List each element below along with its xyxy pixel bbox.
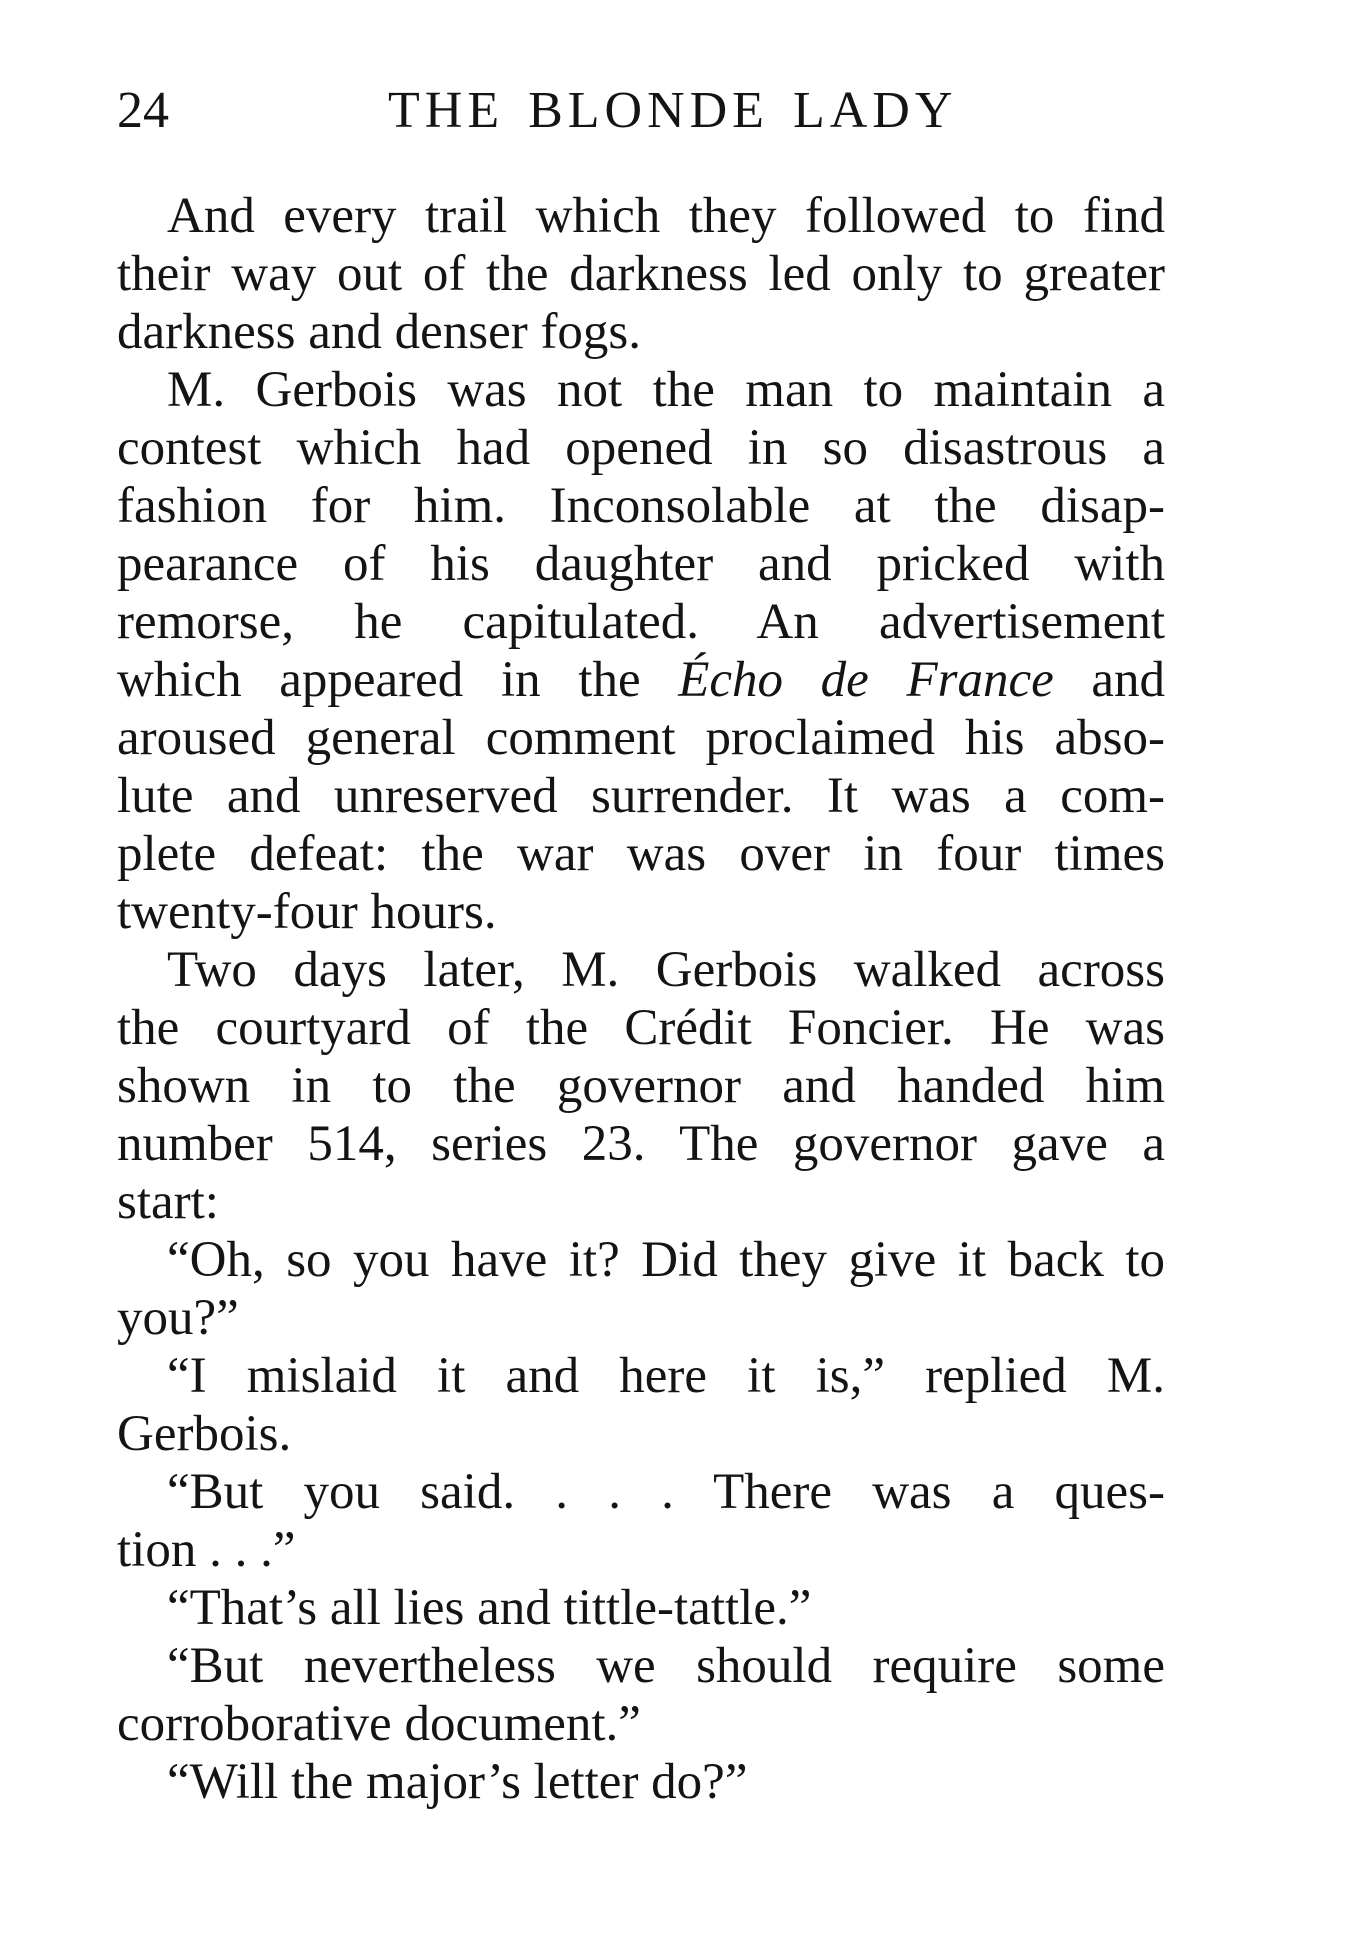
text-line	[117, 651, 1165, 709]
paragraph	[117, 1347, 1165, 1463]
text-line: darkness and denser fogs.	[117, 304, 642, 360]
text-line: corroborative document.”	[117, 1696, 641, 1752]
text-line: Gerbois.	[117, 1406, 292, 1462]
text-line: lute and unreserved surrender. It was a com-	[117, 768, 1165, 824]
text-line: M. Gerbois was not the man to maintain a	[167, 362, 1165, 418]
text-line: twenty-four hours.	[117, 884, 497, 940]
text-line: number 514, series 23. The governor gave a	[117, 1116, 1165, 1172]
text-line: “I mislaid it and here it is,” replied M.	[167, 1348, 1165, 1404]
text-line: you?”	[117, 1290, 239, 1346]
paragraph	[117, 187, 1165, 361]
text-line: fashion for him. Inconsolable at the disap-	[117, 478, 1165, 534]
paragraph	[117, 361, 1165, 941]
text-line: pearance of his daughter and pricked with	[117, 536, 1165, 592]
paragraph	[117, 1637, 1165, 1753]
text-line: contest which had opened in so disastrous a	[117, 420, 1165, 476]
text-line: shown in to the governor and handed him	[117, 1058, 1165, 1114]
running-title: THE BLONDE LADY	[388, 82, 958, 139]
text-segment: and	[1053, 652, 1166, 708]
paragraph	[117, 1579, 1165, 1637]
text-line: “Oh, so you have it? Did they give it back to	[167, 1232, 1165, 1288]
body-text	[117, 187, 1165, 1811]
text-line: Two days later, M. Gerbois walked across	[167, 942, 1165, 998]
paragraph	[117, 1463, 1165, 1579]
italic-title: Écho de France	[678, 652, 1054, 708]
text-line: the courtyard of the Crédit Foncier. He was	[117, 1000, 1165, 1056]
text-line: their way out of the darkness led only to greater	[117, 246, 1165, 302]
paragraph	[117, 1231, 1165, 1347]
text-line: “But you said. . . . There was a ques-	[167, 1464, 1165, 1520]
text-line: plete defeat: the war was over in four times	[117, 826, 1165, 882]
running-head	[0, 81, 1356, 141]
text-line: “But nevertheless we should require some	[167, 1638, 1165, 1694]
paragraph	[117, 1753, 1165, 1811]
text-line: tion . . .”	[117, 1522, 296, 1578]
text-line: aroused general comment proclaimed his abso-	[117, 710, 1165, 766]
text-line: remorse, he capitulated. An advertisement	[117, 594, 1165, 650]
page-number: 24	[117, 82, 169, 139]
text-line: And every trail which they followed to find	[167, 188, 1165, 244]
paragraph	[117, 941, 1165, 1231]
text-segment: which appeared in the	[117, 652, 679, 708]
text-line: “That’s all lies and tittle-tattle.”	[167, 1580, 812, 1636]
text-line: “Will the major’s letter do?”	[167, 1754, 748, 1810]
text-line: start:	[117, 1174, 219, 1230]
